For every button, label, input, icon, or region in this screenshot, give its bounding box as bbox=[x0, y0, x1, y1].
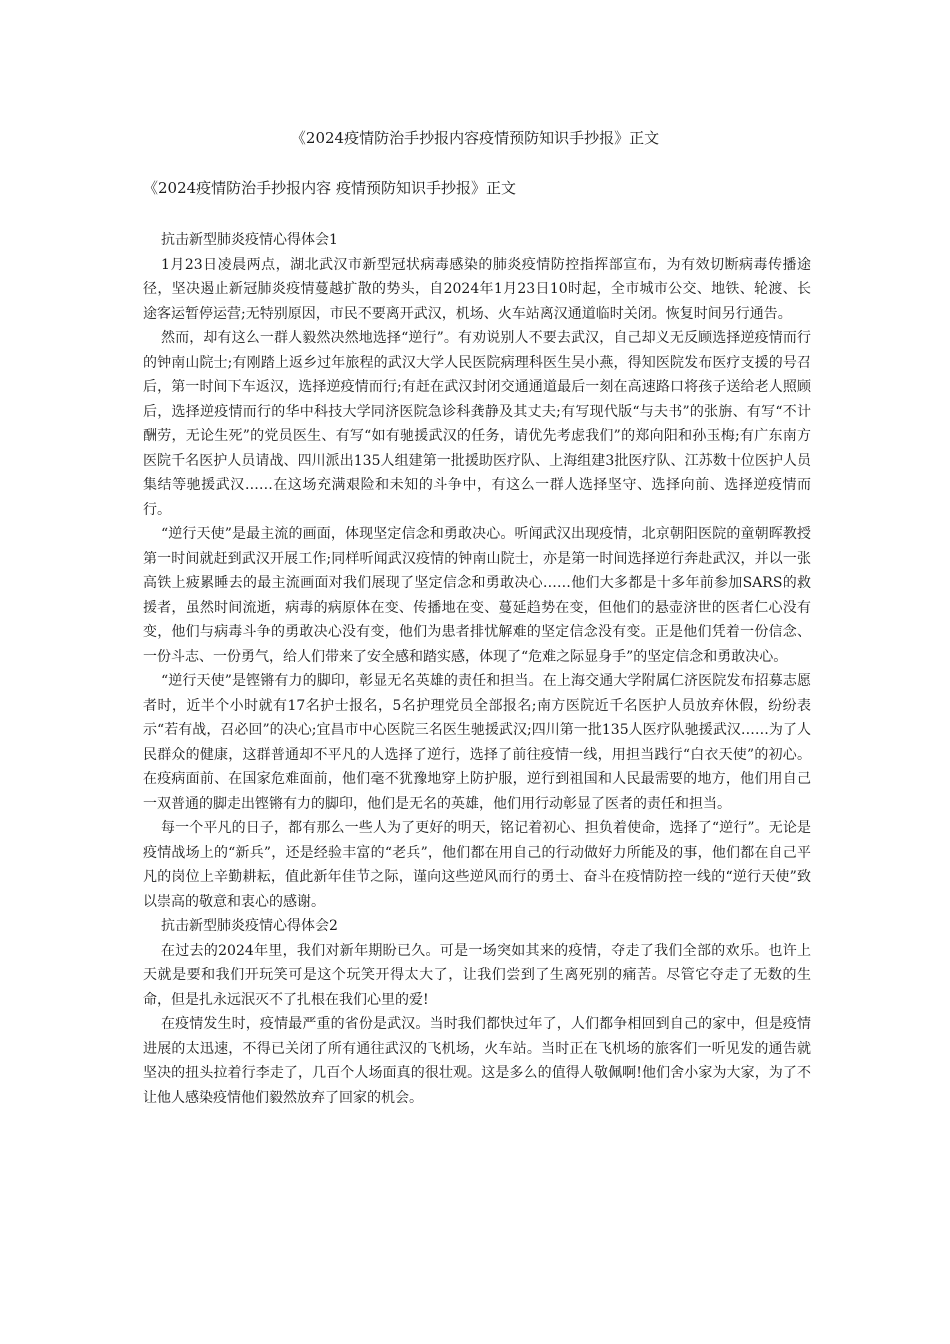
paragraph: 在疫情发生时，疫情最严重的省份是武汉。当时我们都快过年了，人们都争相回到自己的家中，但是疫情进展的太迅速，不得已关闭了所有通往武汉的飞机场，火车站。当时正在飞机场的旅客们一听见发的通告就坚决的扭头拉着行李走了，几百个人场面真的很壮观。这是多么的值得人敬佩啊!他们舍小家为大家，为了不让他人感染疫情他们毅然放弃了回家的机会。 bbox=[143, 1016, 811, 1106]
paragraph: 然而，却有这么一群人毅然决然地选择“逆行”。有劝说别人不要去武汉，自己却义无反顾选择逆疫情而行的钟南山院士;有刚踏上返乡过年旅程的武汉大学人民医院病理科医生吴小燕，得知医院发布医疗支援的号召后，第一时间下车返汉，选择逆疫情而行;有赶在武汉封闭交通通道最后一刻在高速路口将孩子送给老人照顾后，选择逆疫情而行的华中科技大学同济医院急诊科龚静及其丈夫;有写现代版“与夫书”的张旃、有写“不计酬劳，无论生死”的党员医生、有写“如有驰援武汉的任务，请优先考虑我们”的郑向阳和孙玉梅;有广东南方医院千名医护人员请战、四川派出135人组建第一批援助医疗队、上海组建3批医疗队、江苏数十位医护人员集结等驰援武汉……在这场充满艰险和未知的斗争中，有这么一群人选择坚守、选择向前、选择逆疫情而行。 bbox=[143, 330, 811, 518]
paragraph: “逆行天使”是铿锵有力的脚印，彰显无名英雄的责任和担当。在上海交通大学附属仁济医院发布招募志愿者时，近半个小时就有17名护士报名，5名护理党员全部报名;南方医院近千名医护人员放弃休假，纷纷表示“若有战，召必回”的决心;宜昌市中心医院三名医生驰援武汉;四川第一批135人医疗队驰援武汉……为了人民群众的健康，这群普通却不平凡的人选择了逆行，选择了前往疫情一线，用担当践行“白衣天使”的初心。在疫病面前、在国家危难面前，他们毫不犹豫地穿上防护服，逆行到祖国和人民最需要的地方，他们用自己一双普通的脚走出铿锵有力的脚印，他们是无名的英雄，他们用行动彰显了医者的责任和担当。 bbox=[143, 673, 811, 812]
document-subtitle: 《2024疫情防治手抄报内容 疫情预防知识手抄报》正文 bbox=[143, 179, 516, 197]
document-body bbox=[143, 228, 811, 1110]
paragraph: 1月23日凌晨两点，湖北武汉市新型冠状病毒感染的肺炎疫情防控指挥部宣布，为有效切断病毒传播途径，坚决遏止新冠肺炎疫情蔓越扩散的势头，自2024年1月23日10时起，全市城市公交、地铁、轮渡、长途客运暂停运营;无特别原因，市民不要离开武汉，机场、火车站离汉通道临时关闭。恢复时间另行通告。 bbox=[143, 256, 811, 322]
section-heading-2: 抗击新型肺炎疫情心得体会2 bbox=[161, 918, 338, 934]
paragraph: 在过去的2024年里，我们对新年期盼已久。可是一场突如其来的疫情，夺走了我们全部的欢乐。也许上天就是要和我们开玩笑可是这个玩笑开得太大了，让我们尝到了生离死别的痛苦。尽管它夺走了无数的生命，但是扎永远泯灭不了扎根在我们心里的爱! bbox=[143, 942, 811, 1008]
section-heading-1: 抗击新型肺炎疫情心得体会1 bbox=[161, 232, 338, 248]
document-title: 《2024疫情防治手抄报内容疫情预防知识手抄报》正文 bbox=[290, 129, 660, 147]
paragraph: 每一个平凡的日子，都有那么一些人为了更好的明天，铭记着初心、担负着使命，选择了“逆行”。无论是疫情战场上的“新兵”，还是经验丰富的“老兵”，他们都在用自己的行动做好力所能及的事，他们都在自己平凡的岗位上辛勤耕耘，值此新年佳节之际，谨向这些逆风而行的勇士、奋斗在疫情防控一线的“逆行天使”致以崇高的敬意和衷心的感谢。 bbox=[143, 820, 811, 910]
paragraph: “逆行天使”是最主流的画面，体现坚定信念和勇敢决心。听闻武汉出现疫情，北京朝阳医院的童朝晖教授第一时间就赶到武汉开展工作;同样听闻武汉疫情的钟南山院士，亦是第一时间选择逆行奔赴武汉，并以一张高铁上疲累睡去的最主流画面对我们展现了坚定信念和勇敢决心……他们大多都是十多年前参加SARS的救援者，虽然时间流逝，病毒的病原体在变、传播地在变、蔓延趋势在变，但他们的悬壶济世的医者仁心没有变，他们与病毒斗争的勇敢决心没有变，他们为患者排忧解难的坚定信念没有变。正是他们凭着一份信念、一份斗志、一份勇气，给人们带来了安全感和踏实感，体现了“危难之际显身手”的坚定信念和勇敢决心。 bbox=[143, 526, 811, 665]
